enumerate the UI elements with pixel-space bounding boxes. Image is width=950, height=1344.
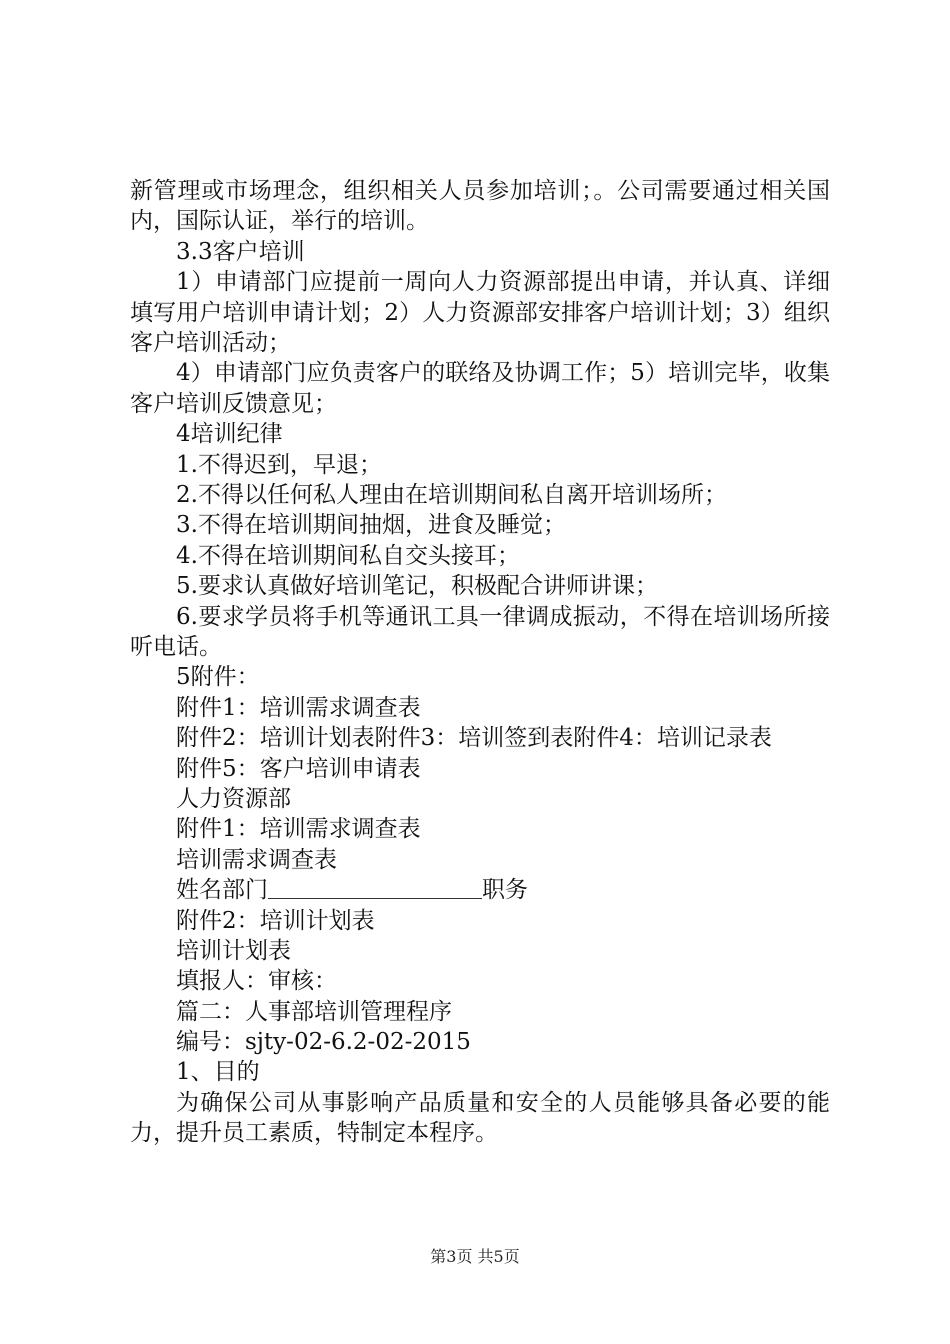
rule-item-5: 5.要求认真做好培训笔记，积极配合讲师讲课； [176,573,658,600]
attachment-5: 附件5：客户培训申请表 [176,755,421,782]
form-label-name-dept: 姓名部门 [176,877,268,904]
document-code: 编号：sjty-02-6.2-02-2015 [176,1029,471,1056]
paragraph-continuation: 新管理或市场理念，组织相关人员参加培训；。公司需要通过相关国内，国际认证，举行的培训。 [130,178,830,235]
paragraph-customer-training-followup: 4）申请部门应负责客户的联络及协调工作；5）培训完毕，收集客户培训反馈意见； [130,360,830,417]
signoff-line: 填报人：审核： [176,968,337,995]
form-blank-line [268,876,482,899]
rule-item-4: 4.不得在培训期间私自交头接耳； [176,542,520,569]
document-body [130,176,830,1149]
section-heading-5: 5附件： [176,664,260,691]
section-heading-4: 4培训纪律 [176,421,283,448]
survey-form-row [130,875,830,905]
form-label-position: 职务 [482,877,528,904]
rule-item-3: 3.不得在培训期间抽烟，进食及睡觉； [176,512,566,539]
plan-table-title: 培训计划表 [176,937,291,964]
attachment-2-3-4: 附件2：培训计划表附件3：培训签到表附件4：培训记录表 [176,725,772,752]
rule-item-2: 2.不得以任何私人理由在培训期间私自离开培训场所； [176,482,727,509]
department-signature: 人力资源部 [176,785,291,812]
part-two-title: 篇二：人事部培训管理程序 [176,998,452,1025]
paragraph-customer-training-steps: 1）申请部门应提前一周向人力资源部提出申请，并认真、详细填写用户培训申请计划；2）人力资源部安排客户培训计划；3）组织客户培训活动； [130,269,830,357]
section-heading-3-3: 3.3客户培训 [176,238,305,265]
attachment-2-heading: 附件2：培训计划表 [176,907,375,934]
rule-item-6: 6.要求学员将手机等通讯工具一律调成振动，不得在培训场所接听电话。 [130,603,830,660]
purpose-paragraph: 为确保公司从事影响产品质量和安全的人员能够具备必要的能力，提升员工素质，特制定本程序。 [130,1089,830,1147]
survey-table-title: 培训需求调查表 [176,846,337,873]
section-heading-purpose: 1、目的 [176,1059,260,1086]
rule-item-1: 1.不得迟到，早退； [176,451,382,478]
attachment-1-heading: 附件1：培训需求调查表 [176,816,421,843]
attachment-1: 附件1：培训需求调查表 [176,694,421,721]
page-footer: 第3页 共5页 [430,1247,520,1266]
